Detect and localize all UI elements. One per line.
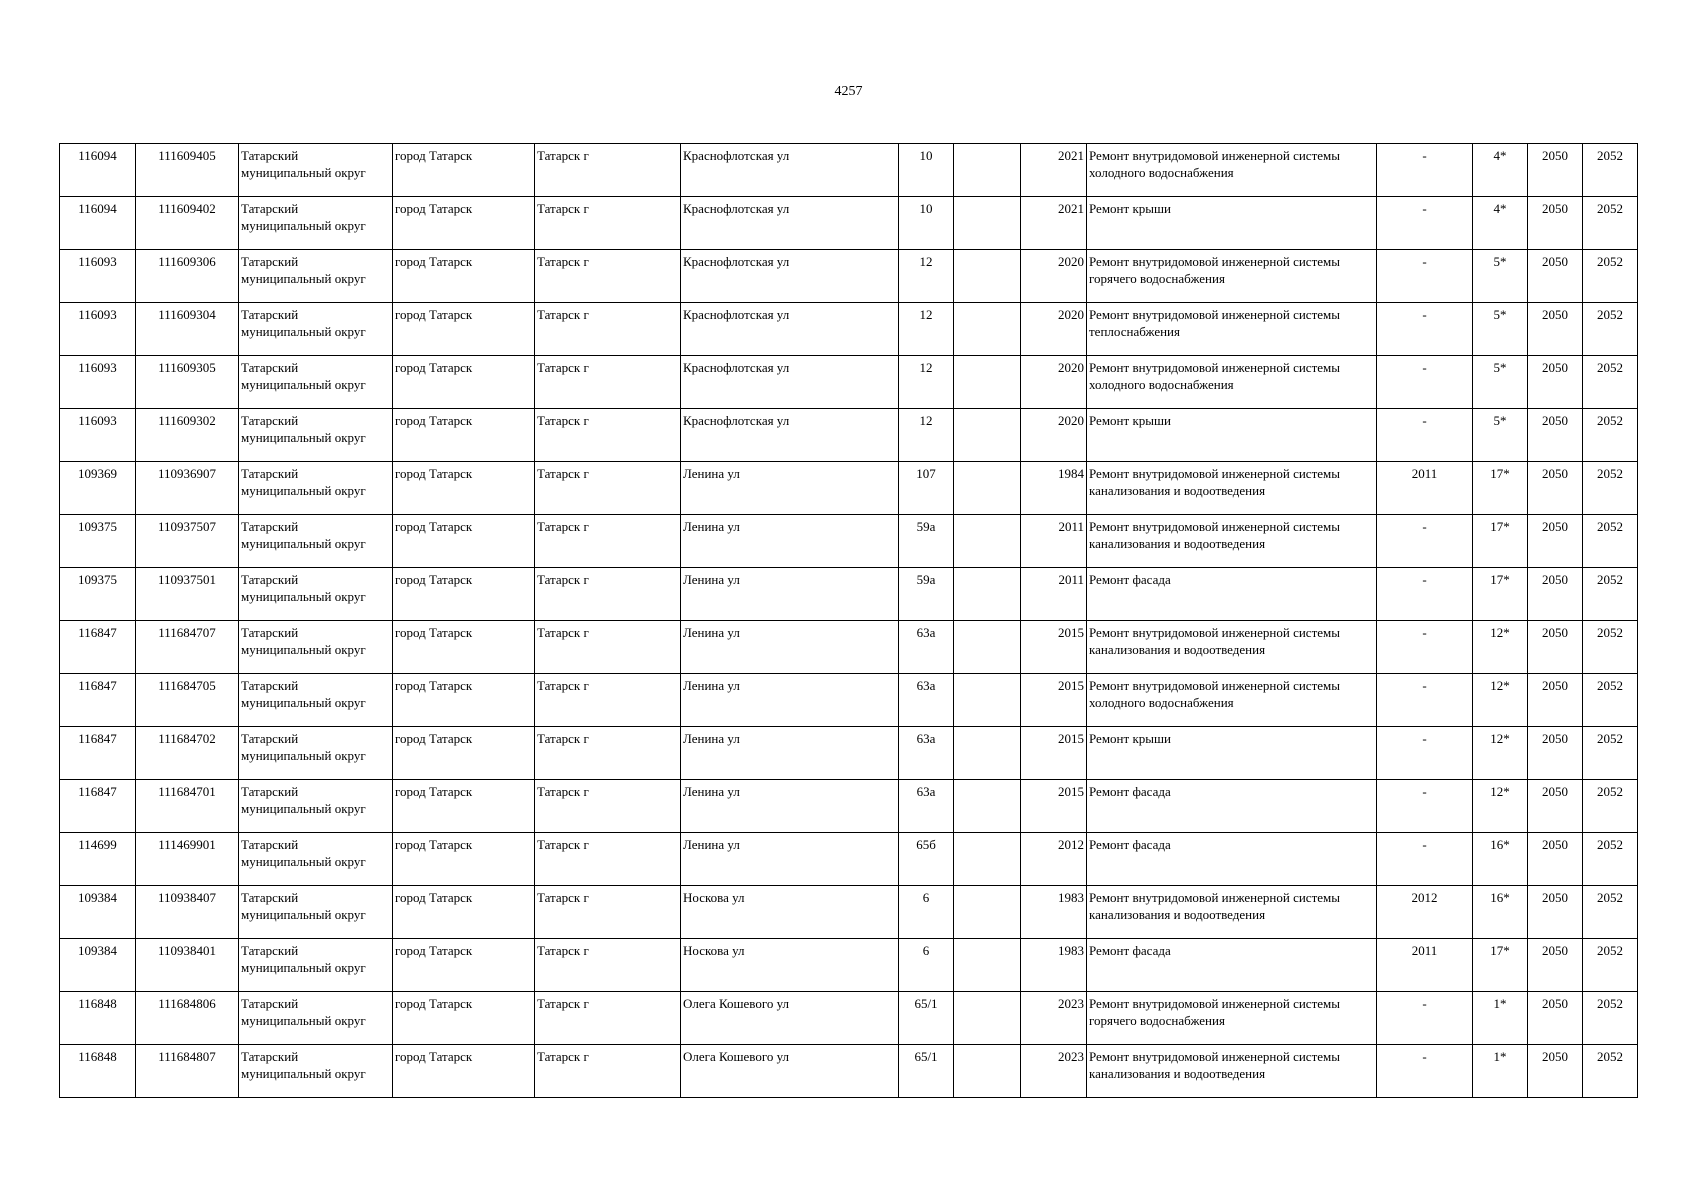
cell-house-number: 10 [899,197,954,250]
cell-work-type: Ремонт внутридомовой инженерной системы холодного водоснабжения [1087,144,1377,197]
cell-work-code: 111684806 [136,992,239,1045]
cell-work-code: 111609405 [136,144,239,197]
cell-work-code: 110937501 [136,568,239,621]
cell-building [954,462,1021,515]
cell-house-number: 12 [899,356,954,409]
cell-house-id: 109384 [60,886,136,939]
cell-house-id: 116093 [60,356,136,409]
cell-district: Татарский муниципальный округ [239,674,393,727]
cell-street: Ленина ул [681,727,899,780]
table-row [60,197,1638,250]
cell-settlement: город Татарск [393,674,535,727]
cell-building [954,144,1021,197]
cell-commission-year: 2015 [1021,621,1087,674]
cell-building [954,727,1021,780]
cell-work-type: Ремонт фасада [1087,780,1377,833]
cell-district: Татарский муниципальный округ [239,939,393,992]
cell-settlement: город Татарск [393,409,535,462]
cell-last-repair-year: - [1377,780,1473,833]
cell-start-year: 2050 [1528,939,1583,992]
cell-settlement: город Татарск [393,144,535,197]
table-row [60,621,1638,674]
cell-commission-year: 2021 [1021,197,1087,250]
cell-last-repair-year: - [1377,833,1473,886]
cell-house-number: 65б [899,833,954,886]
cell-start-year: 2050 [1528,515,1583,568]
cell-locality: Татарск г [535,303,681,356]
cell-end-year: 2052 [1583,462,1638,515]
cell-start-year: 2050 [1528,992,1583,1045]
cell-last-repair-year: - [1377,992,1473,1045]
cell-district: Татарский муниципальный округ [239,780,393,833]
table-row [60,1045,1638,1098]
table-row [60,674,1638,727]
cell-work-type: Ремонт внутридомовой инженерной системы канализования и водоотведения [1087,462,1377,515]
cell-building [954,303,1021,356]
cell-building [954,621,1021,674]
cell-building [954,939,1021,992]
cell-last-repair-year: - [1377,144,1473,197]
cell-start-year: 2050 [1528,1045,1583,1098]
cell-locality: Татарск г [535,674,681,727]
cell-work-type: Ремонт внутридомовой инженерной системы канализования и водоотведения [1087,515,1377,568]
cell-work-code: 111609306 [136,250,239,303]
cell-house-id: 109375 [60,568,136,621]
cell-end-year: 2052 [1583,303,1638,356]
cell-building [954,886,1021,939]
cell-work-type: Ремонт внутридомовой инженерной системы канализования и водоотведения [1087,1045,1377,1098]
cell-start-year: 2050 [1528,409,1583,462]
table-row [60,727,1638,780]
cell-points: 4* [1473,197,1528,250]
cell-work-code: 110938407 [136,886,239,939]
cell-house-number: 6 [899,886,954,939]
cell-street: Ленина ул [681,621,899,674]
cell-start-year: 2050 [1528,303,1583,356]
cell-work-type: Ремонт крыши [1087,727,1377,780]
table-row [60,250,1638,303]
cell-settlement: город Татарск [393,568,535,621]
cell-district: Татарский муниципальный округ [239,250,393,303]
cell-work-type: Ремонт фасада [1087,568,1377,621]
cell-settlement: город Татарск [393,1045,535,1098]
table-row [60,144,1638,197]
cell-start-year: 2050 [1528,250,1583,303]
cell-street: Краснофлотская ул [681,356,899,409]
cell-commission-year: 2011 [1021,568,1087,621]
cell-house-number: 59а [899,515,954,568]
cell-start-year: 2050 [1528,144,1583,197]
cell-street: Краснофлотская ул [681,144,899,197]
repair-schedule-table [59,143,1638,1098]
cell-commission-year: 2015 [1021,727,1087,780]
table-row [60,886,1638,939]
cell-building [954,780,1021,833]
cell-points: 1* [1473,992,1528,1045]
cell-building [954,197,1021,250]
cell-street: Ленина ул [681,674,899,727]
cell-street: Ленина ул [681,568,899,621]
cell-locality: Татарск г [535,1045,681,1098]
cell-house-number: 59а [899,568,954,621]
cell-last-repair-year: - [1377,356,1473,409]
cell-work-code: 111609305 [136,356,239,409]
cell-house-number: 65/1 [899,1045,954,1098]
cell-settlement: город Татарск [393,197,535,250]
cell-commission-year: 1983 [1021,886,1087,939]
cell-street: Ленина ул [681,462,899,515]
cell-points: 12* [1473,727,1528,780]
cell-work-type: Ремонт фасада [1087,833,1377,886]
cell-settlement: город Татарск [393,939,535,992]
cell-last-repair-year: - [1377,1045,1473,1098]
cell-work-type: Ремонт внутридомовой инженерной системы горячего водоснабжения [1087,250,1377,303]
cell-end-year: 2052 [1583,780,1638,833]
cell-house-number: 65/1 [899,992,954,1045]
cell-house-id: 116093 [60,250,136,303]
cell-settlement: город Татарск [393,515,535,568]
cell-points: 12* [1473,621,1528,674]
cell-last-repair-year: - [1377,727,1473,780]
cell-points: 16* [1473,833,1528,886]
cell-settlement: город Татарск [393,621,535,674]
cell-commission-year: 2023 [1021,1045,1087,1098]
cell-house-id: 109369 [60,462,136,515]
cell-commission-year: 2020 [1021,250,1087,303]
cell-work-type: Ремонт фасада [1087,939,1377,992]
cell-end-year: 2052 [1583,568,1638,621]
cell-settlement: город Татарск [393,727,535,780]
cell-commission-year: 2023 [1021,992,1087,1045]
cell-commission-year: 2021 [1021,144,1087,197]
cell-street: Краснофлотская ул [681,409,899,462]
cell-end-year: 2052 [1583,674,1638,727]
cell-house-id: 109384 [60,939,136,992]
cell-work-type: Ремонт внутридомовой инженерной системы холодного водоснабжения [1087,674,1377,727]
cell-street: Олега Кошевого ул [681,992,899,1045]
cell-commission-year: 2020 [1021,409,1087,462]
cell-house-number: 12 [899,303,954,356]
cell-last-repair-year: 2011 [1377,939,1473,992]
cell-end-year: 2052 [1583,409,1638,462]
table-row [60,939,1638,992]
cell-last-repair-year: - [1377,568,1473,621]
cell-commission-year: 2020 [1021,356,1087,409]
cell-district: Татарский муниципальный округ [239,833,393,886]
cell-commission-year: 2011 [1021,515,1087,568]
cell-start-year: 2050 [1528,197,1583,250]
cell-locality: Татарск г [535,568,681,621]
cell-end-year: 2052 [1583,1045,1638,1098]
cell-house-id: 116847 [60,780,136,833]
cell-points: 12* [1473,780,1528,833]
cell-building [954,1045,1021,1098]
cell-street: Краснофлотская ул [681,250,899,303]
cell-house-id: 116094 [60,197,136,250]
cell-locality: Татарск г [535,515,681,568]
cell-end-year: 2052 [1583,727,1638,780]
cell-points: 17* [1473,515,1528,568]
cell-points: 17* [1473,939,1528,992]
cell-points: 1* [1473,1045,1528,1098]
cell-end-year: 2052 [1583,197,1638,250]
cell-district: Татарский муниципальный округ [239,303,393,356]
cell-house-id: 116847 [60,621,136,674]
cell-district: Татарский муниципальный округ [239,197,393,250]
cell-last-repair-year: - [1377,674,1473,727]
cell-street: Носкова ул [681,939,899,992]
cell-street: Краснофлотская ул [681,303,899,356]
cell-end-year: 2052 [1583,515,1638,568]
cell-points: 12* [1473,674,1528,727]
cell-commission-year: 2020 [1021,303,1087,356]
cell-work-code: 110936907 [136,462,239,515]
cell-locality: Татарск г [535,939,681,992]
cell-district: Татарский муниципальный округ [239,462,393,515]
cell-start-year: 2050 [1528,462,1583,515]
cell-work-code: 111609302 [136,409,239,462]
cell-house-id: 114699 [60,833,136,886]
cell-house-id: 116847 [60,674,136,727]
cell-end-year: 2052 [1583,886,1638,939]
cell-commission-year: 2015 [1021,674,1087,727]
cell-settlement: город Татарск [393,992,535,1045]
cell-locality: Татарск г [535,780,681,833]
cell-locality: Татарск г [535,409,681,462]
cell-district: Татарский муниципальный округ [239,886,393,939]
cell-start-year: 2050 [1528,833,1583,886]
cell-points: 16* [1473,886,1528,939]
cell-last-repair-year: - [1377,621,1473,674]
cell-work-type: Ремонт внутридомовой инженерной системы канализования и водоотведения [1087,621,1377,674]
cell-locality: Татарск г [535,250,681,303]
cell-district: Татарский муниципальный округ [239,568,393,621]
cell-locality: Татарск г [535,197,681,250]
cell-work-type: Ремонт внутридомовой инженерной системы горячего водоснабжения [1087,992,1377,1045]
cell-district: Татарский муниципальный округ [239,992,393,1045]
cell-house-id: 116093 [60,303,136,356]
cell-points: 17* [1473,568,1528,621]
cell-work-type: Ремонт крыши [1087,197,1377,250]
cell-house-number: 63а [899,674,954,727]
cell-points: 4* [1473,144,1528,197]
cell-locality: Татарск г [535,833,681,886]
table-row [60,303,1638,356]
table-row [60,515,1638,568]
cell-last-repair-year: - [1377,197,1473,250]
cell-settlement: город Татарск [393,833,535,886]
cell-building [954,515,1021,568]
cell-house-number: 63а [899,727,954,780]
cell-points: 5* [1473,250,1528,303]
cell-locality: Татарск г [535,886,681,939]
cell-start-year: 2050 [1528,780,1583,833]
cell-district: Татарский муниципальный округ [239,1045,393,1098]
page-number: 4257 [834,84,863,99]
cell-work-code: 111609402 [136,197,239,250]
cell-work-type: Ремонт внутридомовой инженерной системы холодного водоснабжения [1087,356,1377,409]
cell-building [954,568,1021,621]
cell-house-id: 109375 [60,515,136,568]
cell-locality: Татарск г [535,992,681,1045]
cell-house-id: 116848 [60,992,136,1045]
cell-district: Татарский муниципальный округ [239,409,393,462]
cell-work-code: 111684702 [136,727,239,780]
cell-work-type: Ремонт крыши [1087,409,1377,462]
cell-commission-year: 2015 [1021,780,1087,833]
cell-settlement: город Татарск [393,356,535,409]
cell-settlement: город Татарск [393,303,535,356]
cell-building [954,409,1021,462]
cell-work-code: 111469901 [136,833,239,886]
cell-district: Татарский муниципальный округ [239,727,393,780]
table-row [60,780,1638,833]
cell-work-code: 111684807 [136,1045,239,1098]
cell-work-type: Ремонт внутридомовой инженерной системы теплоснабжения [1087,303,1377,356]
cell-building [954,250,1021,303]
cell-settlement: город Татарск [393,886,535,939]
cell-locality: Татарск г [535,621,681,674]
cell-house-number: 6 [899,939,954,992]
cell-house-number: 63а [899,780,954,833]
cell-street: Ленина ул [681,515,899,568]
cell-work-code: 111684705 [136,674,239,727]
cell-street: Краснофлотская ул [681,197,899,250]
cell-commission-year: 1984 [1021,462,1087,515]
table-row [60,833,1638,886]
table-row [60,409,1638,462]
cell-last-repair-year: - [1377,250,1473,303]
cell-end-year: 2052 [1583,833,1638,886]
cell-building [954,992,1021,1045]
cell-end-year: 2052 [1583,992,1638,1045]
table-body [60,144,1638,1098]
cell-street: Ленина ул [681,833,899,886]
cell-house-id: 116848 [60,1045,136,1098]
cell-last-repair-year: 2011 [1377,462,1473,515]
cell-locality: Татарск г [535,144,681,197]
cell-house-number: 10 [899,144,954,197]
cell-building [954,833,1021,886]
cell-last-repair-year: - [1377,515,1473,568]
table-row [60,356,1638,409]
cell-work-code: 110938401 [136,939,239,992]
cell-start-year: 2050 [1528,886,1583,939]
cell-commission-year: 1983 [1021,939,1087,992]
cell-locality: Татарск г [535,356,681,409]
cell-district: Татарский муниципальный округ [239,515,393,568]
cell-house-number: 12 [899,250,954,303]
table-row [60,992,1638,1045]
table-row [60,568,1638,621]
cell-settlement: город Татарск [393,780,535,833]
cell-house-number: 107 [899,462,954,515]
cell-house-number: 63а [899,621,954,674]
cell-end-year: 2052 [1583,250,1638,303]
cell-locality: Татарск г [535,462,681,515]
cell-work-code: 110937507 [136,515,239,568]
cell-last-repair-year: - [1377,409,1473,462]
cell-work-code: 111609304 [136,303,239,356]
cell-end-year: 2052 [1583,621,1638,674]
cell-settlement: город Татарск [393,250,535,303]
cell-start-year: 2050 [1528,356,1583,409]
cell-street: Носкова ул [681,886,899,939]
cell-settlement: город Татарск [393,462,535,515]
cell-start-year: 2050 [1528,568,1583,621]
cell-points: 5* [1473,303,1528,356]
cell-street: Ленина ул [681,780,899,833]
cell-house-id: 116093 [60,409,136,462]
cell-commission-year: 2012 [1021,833,1087,886]
cell-house-id: 116847 [60,727,136,780]
cell-last-repair-year: - [1377,303,1473,356]
cell-house-id: 116094 [60,144,136,197]
cell-points: 17* [1473,462,1528,515]
cell-building [954,674,1021,727]
cell-work-code: 111684707 [136,621,239,674]
cell-work-type: Ремонт внутридомовой инженерной системы канализования и водоотведения [1087,886,1377,939]
cell-points: 5* [1473,409,1528,462]
cell-locality: Татарск г [535,727,681,780]
cell-district: Татарский муниципальный округ [239,621,393,674]
cell-district: Татарский муниципальный округ [239,356,393,409]
cell-district: Татарский муниципальный округ [239,144,393,197]
cell-end-year: 2052 [1583,939,1638,992]
cell-points: 5* [1473,356,1528,409]
cell-work-code: 111684701 [136,780,239,833]
cell-house-number: 12 [899,409,954,462]
cell-end-year: 2052 [1583,144,1638,197]
cell-end-year: 2052 [1583,356,1638,409]
cell-start-year: 2050 [1528,674,1583,727]
cell-start-year: 2050 [1528,727,1583,780]
cell-start-year: 2050 [1528,621,1583,674]
table-row [60,462,1638,515]
cell-last-repair-year: 2012 [1377,886,1473,939]
cell-street: Олега Кошевого ул [681,1045,899,1098]
cell-building [954,356,1021,409]
